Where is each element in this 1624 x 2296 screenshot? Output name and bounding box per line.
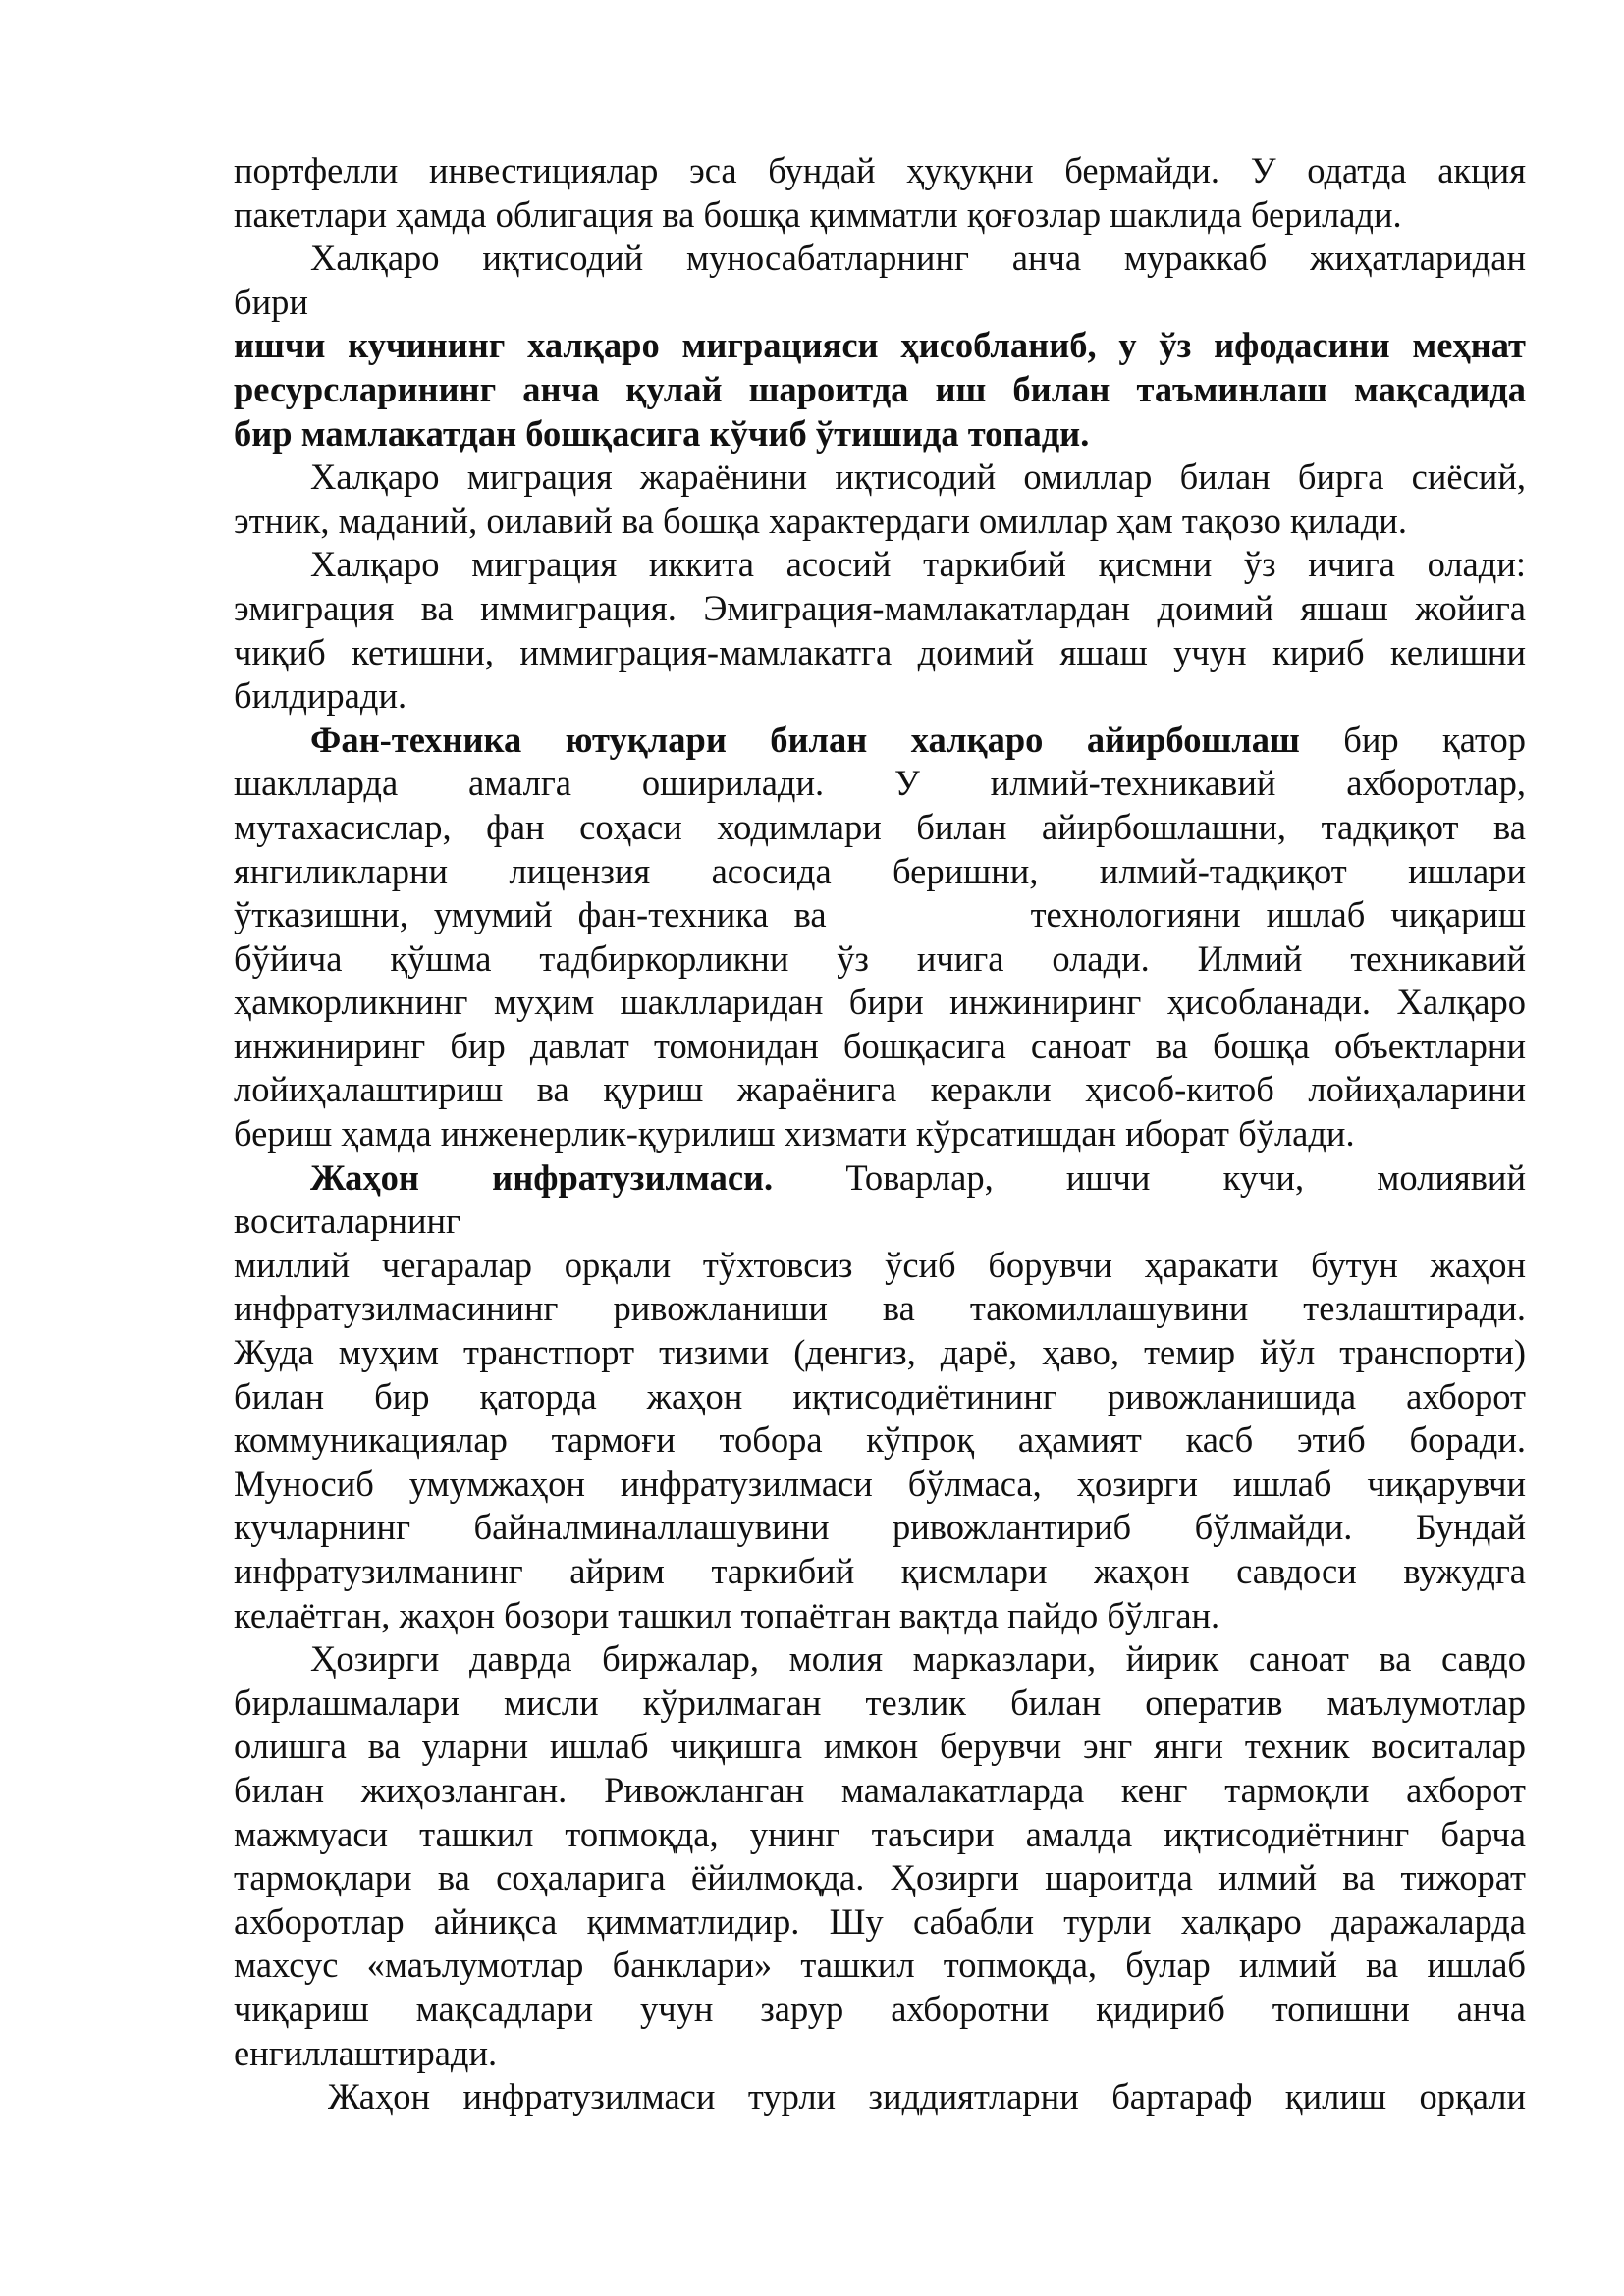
document-page	[234, 149, 1526, 2119]
text-line: бўйича қўшма тадбиркорликни ўз ичига олади. Илмий техникавий	[234, 937, 1526, 979]
text-line: тармоқлари ва соҳаларига ёйилмоқда. Ҳозирги шароитда илмий ва тижорат	[234, 1857, 1526, 1898]
lead-rest: бир қатор	[1343, 719, 1526, 760]
text-line: воситаларнинг	[234, 1201, 461, 1242]
text-line: янгиликларни лицензия асосида беришни, илмий-тадқиқот ишлари	[234, 850, 1526, 891]
text-line: Жаҳон инфратузилмаси турли зиддиятларни бартараф қилиш орқали	[328, 2076, 1526, 2117]
paragraph	[234, 719, 1526, 1156]
text-line: бирлашмалари мисли кўрилмаган тезлик билан оператив маълумотлар	[234, 1682, 1526, 1723]
text-line: ўтказишни, умумий фан-техника ва технологияни ишлаб чиқариш	[234, 894, 1526, 935]
text-line: ишчи кучининг халқаро миграцияси ҳисобланиб, у ўз ифодасини меҳнат	[234, 325, 1526, 366]
text-line: олишга ва уларни ишлаб чиқишга имкон берувчи энг янги техник воситалар	[234, 1726, 1526, 1767]
text-line: инфратузилмасининг ривожланиши ва такомиллашувини тезлаштиради.	[234, 1288, 1526, 1329]
text-line: бир мамлакатдан бошқасига кўчиб ўтишида топади.	[234, 412, 1090, 454]
text-line: портфелли инвестициялар эса бундай ҳуқуқни бермайди. У одатда акция	[234, 150, 1526, 190]
text-line: кучларнинг байналминаллашувини ривожлантириб бўлмайди. Бундай	[234, 1507, 1526, 1548]
text-line: коммуникациялар тармоғи тобора кўпроқ аҳамият касб этиб боради.	[234, 1419, 1526, 1461]
text-line: чиқиб кетишни, иммиграция-мамлакатга доимий яшаш учун кириб келишни	[234, 631, 1526, 672]
text-line: Жуда муҳим транстпорт тизими (денгиз, дарё, ҳаво, темир йўл транспорти)	[234, 1332, 1526, 1373]
text-line: Муносиб умумжаҳон инфратузилмаси бўлмаса, ҳозирги ишлаб чиқарувчи	[234, 1463, 1526, 1504]
text-line: мутахасислар, фан соҳаси ходимлари билан айирбошлашни, тадқиқот ва	[234, 806, 1526, 847]
text-line: инфратузилманинг айрим таркибий қисмлари жаҳон савдоси вужудга	[234, 1551, 1526, 1591]
text-line: Халқаро миграция иккита асосий таркибий қисмни ўз ичига олади:	[310, 544, 1526, 585]
text-line: енгиллаштиради.	[234, 2032, 498, 2073]
text-line: инжиниринг бир давлат томонидан бошқасига саноат ва бошқа объектларни	[234, 1025, 1526, 1066]
text-line: Халқаро миграция жараёнини иқтисодий омиллар билан бирга сиёсий,	[310, 456, 1526, 498]
text-line: ҳамкорликнинг муҳим шаклларидан бири инжиниринг ҳисобланади. Халқаро	[234, 982, 1526, 1023]
lead-rest: Товарлар, ишчи кучи, молиявий	[845, 1156, 1526, 1198]
paragraph	[234, 149, 1526, 237]
text-line: махсус «маълумотлар банклари» ташкил топмоқда, булар илмий ва ишлаб	[234, 1945, 1526, 1986]
text-line	[234, 1156, 1526, 1201]
text-line: этник, маданий, оилавий ва бошқа характердаги омиллар ҳам тақозо қилади.	[234, 500, 1407, 541]
text-line	[234, 719, 1526, 763]
text-line: Халқаро иқтисодий муносабатларнинг анча мураккаб жиҳатларидан	[310, 238, 1526, 279]
paragraph	[234, 1156, 1526, 1244]
text-line: ахборотлар айниқса қимматлидир. Шу сабабли турли халқаро даражаларда	[234, 1900, 1526, 1942]
text-line: бериш ҳамда инженерлик-қурилиш хизмати кўрсатишдан иборат бўлади.	[234, 1113, 1355, 1154]
paragraph	[234, 1637, 1526, 2075]
text-line: келаётган, жаҳон бозори ташкил топаётган вақтда пайдо бўлган.	[234, 1594, 1220, 1635]
text-line: миллий чегаралар орқали тўхтовсиз ўсиб борувчи ҳаракати бутун жаҳон	[234, 1244, 1526, 1285]
text-line: чиқариш мақсадлари учун зарур ахборотни қидириб топишни анча	[234, 1988, 1526, 2029]
text-line: эмиграция ва иммиграция. Эмиграция-мамлакатлардан доимий яшаш жойига	[234, 587, 1526, 628]
text-line: бири	[234, 281, 308, 322]
text-line: мажмуаси ташкил топмоқда, унинг таъсири амалда иқтисодиётнинг барча	[234, 1813, 1526, 1854]
text-line: билдиради.	[234, 675, 407, 717]
bold-paragraph	[234, 324, 1526, 455]
text-line: лойиҳалаштириш ва қуриш жараёнига керакли ҳисоб-китоб лойиҳаларини	[234, 1069, 1526, 1110]
text-line: шаклларда амалга оширилади. У илмий-техникавий ахборотлар,	[234, 763, 1526, 804]
paragraph	[234, 237, 1526, 324]
text-line: Ҳозирги даврда биржалар, молия марказлари, йирик саноат ва савдо	[310, 1638, 1526, 1680]
text-line: билан бир қаторда жаҳон иқтисодиётининг ривожланишида ахборот	[234, 1375, 1526, 1416]
paragraph	[234, 543, 1526, 718]
text-line: билан жиҳозланган. Ривожланган мамалакатларда кенг тармоқли ахборот	[234, 1769, 1526, 1810]
bold-lead: Фан-техника ютуқлари билан халқаро айирбошлаш	[310, 719, 1300, 760]
text-line: пакетлари ҳамда облигация ва бошқа қимматли қоғозлар шаклида берилади.	[234, 193, 1402, 235]
paragraph	[234, 455, 1526, 543]
text-line: ресурсларининг анча қулай шароитда иш билан таъминлаш мақсадида	[234, 368, 1526, 409]
paragraph	[234, 1244, 1526, 1637]
bold-lead: Жаҳон инфратузилмаси.	[310, 1156, 774, 1198]
paragraph	[234, 2075, 1526, 2119]
